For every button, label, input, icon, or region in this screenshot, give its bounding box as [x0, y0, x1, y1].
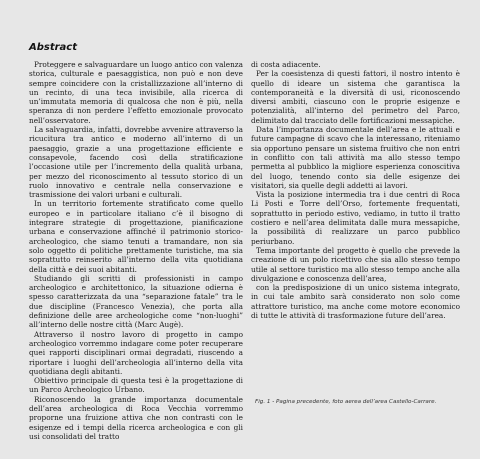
paragraph: Studiando gli scritti di professionisti in campo archeologico e architettonico, la situazione odierna è spesso caratterizzata da una “separazione fatale” tra le due discipline (Francesco Venezia), che porta alla definizione delle aree archeologiche come “non-luoghi” all’interno delle nostre città (Marc Augè). — [29, 273, 243, 330]
paragraph: con la predisposizione di un unico sistema integrato, in cui tale ambito sarà considerato non solo come attrattore turistico, ma anche come motore economico di tutte le attività di trasformazione future dell’area. — [251, 283, 460, 321]
paragraph: Vista la posizione intermedia tra i due centri di Roca Li Posti e Torre dell’Orso, fortemente frequentati, soprattutto in periodo estivo, vediamo, in tutto il tratto costiero e nell’area delimitata dalle mura messapiche, la possibilità di realizzare un parco pubblico periurbano. — [251, 190, 460, 246]
paragraph: Data l’importanza documentale dell’area e le attuali e future campagne di scavo che la interessano, riteniamo sia opportuno pensare un sistema fruitivo che non entri in conflitto con tali attività ma allo stesso tempo permetta al pubblico la migliore esperienza conoscitiva del luogo, tenendo conto sia delle esigenze dei visitatori, sia quelle degli addetti ai lavori. — [251, 125, 460, 190]
left-text-column — [29, 60, 243, 441]
right-text-column — [251, 60, 460, 320]
paragraph: Per la coesistenza di questi fattori, il nostro intento è quello di ideare un sistema che garantisca la contemporaneità e la diversità di usi, riconoscendo diversi ambiti, ciascuno con le proprie esigenze e potenzialità, all’interno del perimetro del Parco, delimitato dal tracciato delle fortificazioni messapiche. — [251, 69, 460, 125]
paragraph: Riconoscendo la grande importanza documentale dell’area archeologica di Roca Vecchia vorremmo proporne una fruizione attiva che non contrasti con le esigenze ed i tempi della ricerca archeologica e con gli usi consolidati del tratto — [29, 394, 243, 441]
paragraph: Obiettivo principale di questa tesi è la progettazione di un Parco Archeologico Urbano. — [29, 376, 243, 395]
figure-caption: Fig. 1 - Pagina precedente, foto aerea dell’area Castello-Carrare. — [255, 399, 437, 405]
paragraph: Proteggere e salvaguardare un luogo antico con valenza storica, culturale e paesaggistica, non può e non deve sempre coincidere con la cristallizzazione all’interno di un recinto, di una teca invisibile, alla ricerca di un’immutata memoria di qualcosa che non è più, nella speranza di non perdere l’effetto emozionale provocato nell’osservatore. — [29, 60, 243, 125]
paragraph: In un territorio fortemente stratificato come quello europeo e in particolare italiano c’è il bisogno di integrare strategie di progettazione, pianificazione urbana e conservazione affinché il patrimonio storico-archeologico, che siamo tenuti a tramandare, non sia solo oggetto di politiche prettamente turistiche, ma sia soprattutto reinserito all’interno della vita quotidiana della città e dei suoi abitanti. — [29, 199, 243, 274]
abstract-heading: Abstract — [29, 42, 78, 53]
paragraph: Attraverso il nostro lavoro di progetto in campo archeologico vorremmo indagare come poter recuperare quei rapporti disciplinari ormai degradati, riuscendo a riportare i luoghi dell’archeologia all’interno della vita quotidiana degli abitanti. — [29, 329, 243, 376]
paragraph: Tema importante del progetto è quello che prevede la creazione di un polo ricettivo che sia allo stesso tempo utile al settore turistico ma allo stesso tempo anche alla divulgazione e conoscenza dell’area, — [251, 245, 460, 283]
paragraph-continuation: di costa adiacente. — [251, 60, 321, 69]
paragraph: La salvaguardia, infatti, dovrebbe avvenire attraverso la ricucitura tra antico e moderno all’interno di un paesaggio, grazie a una progettazione efficiente e consapevole, facendo così della stratificazione l’occasione utile per l’incremento della qualità urbana, per mezzo del riconoscimento al tessuto storico di un ruolo innovativo e centrale nella conservazione e trasmissione dei valori urbani e culturali. — [29, 125, 243, 200]
